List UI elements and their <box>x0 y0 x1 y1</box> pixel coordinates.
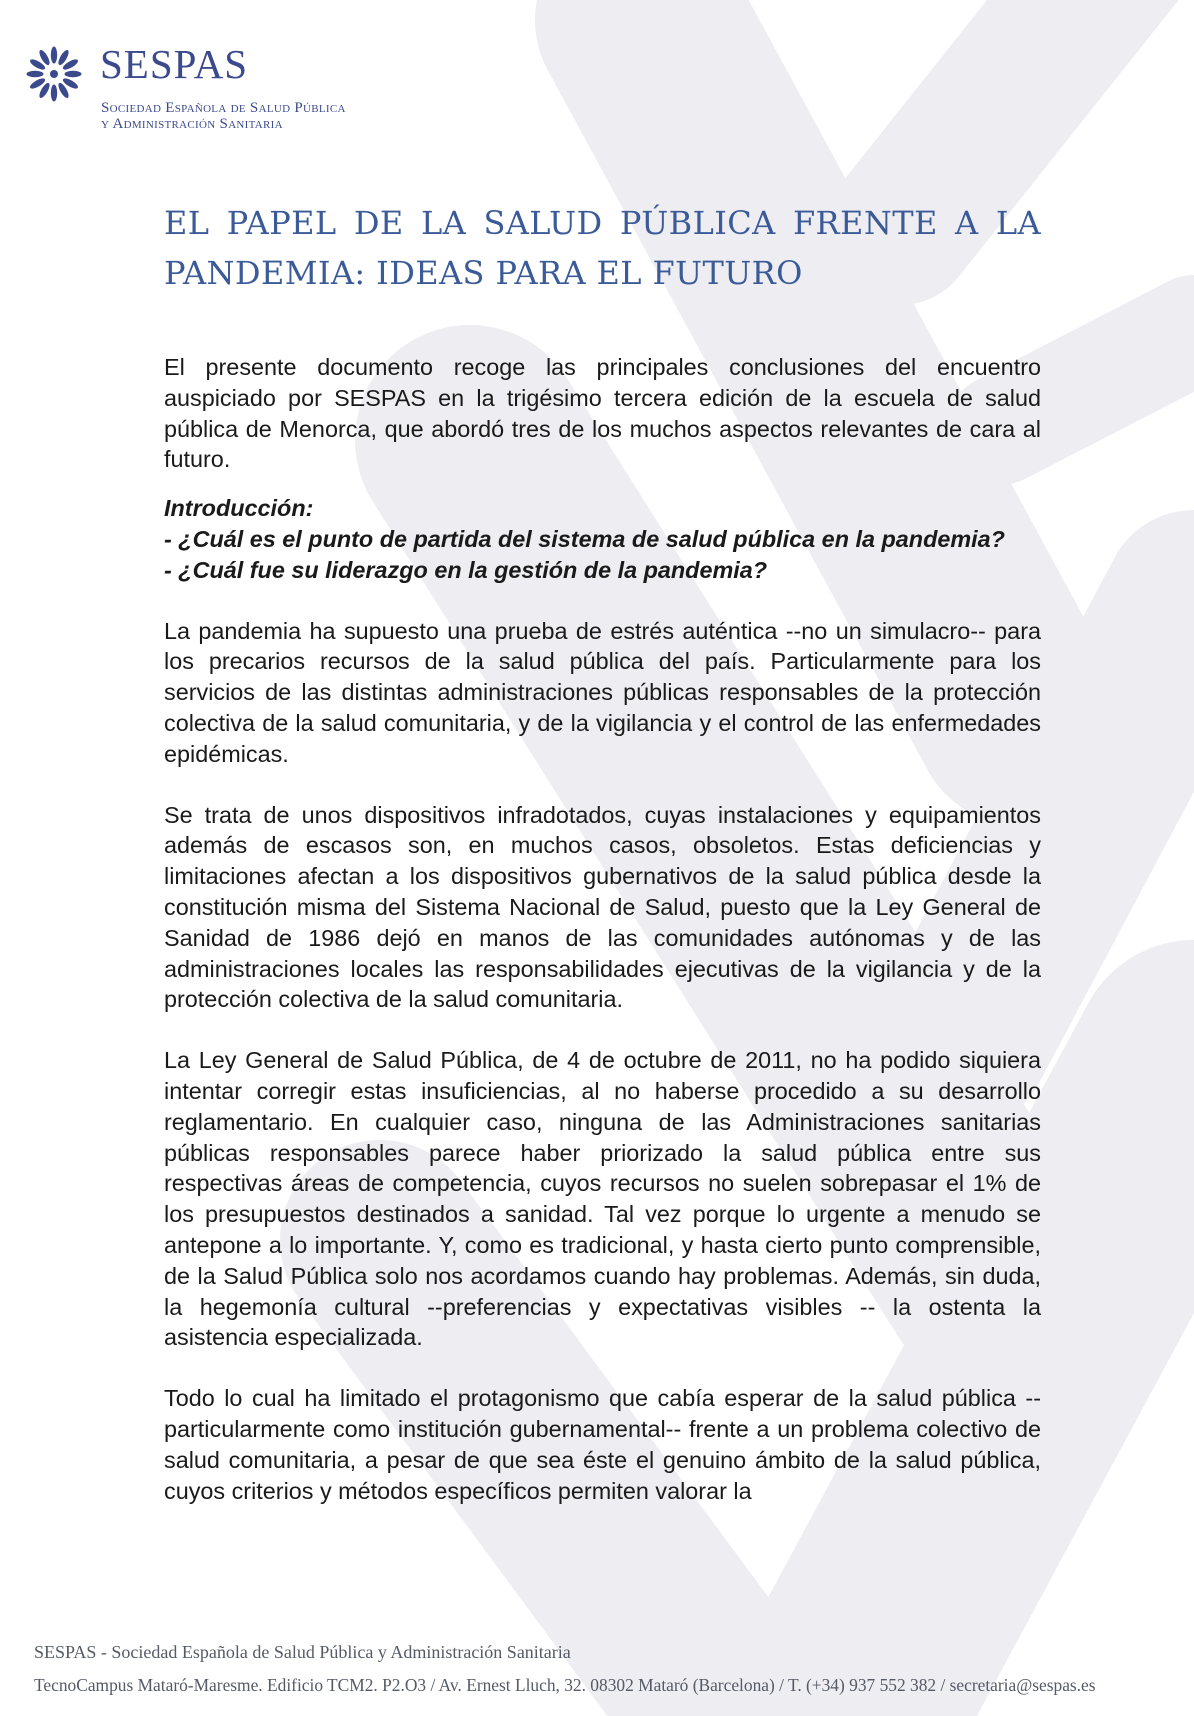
sespas-logo <box>22 42 442 132</box>
body-paragraph: La Ley General de Salud Pública, de 4 de octubre de 2011, no ha podido siquiera intentar corregir estas insuficiencias, al no haberse procedido a su desarrollo reglamentario. En cualquier caso, ninguna de las Administraciones sanitarias públicas responsables parece haber priorizado la salud pública entre sus respectivas áreas de competencia, cuyos recursos no suelen sobrepasar el 1% de los presupuestos destinados a sanidad. Tal vez porque lo urgente a menudo se antepone a lo importante. Y, como es tradicional, y hasta cierto punto comprensible, de la Salud Pública solo nos acordamos cuando hay problemas. Además, sin duda, la hegemonía cultural --preferencias y expectativas visibles -- la ostenta la asistencia especializada. <box>164 1047 1041 1351</box>
document-title: EL PAPEL DE LA SALUD PÚBLICA FRENTE A LA PANDEMIA: IDEAS PARA EL FUTURO <box>164 204 1041 292</box>
footer-organization: SESPAS - Sociedad Española de Salud Pública y Administración Sanitaria <box>34 1642 571 1662</box>
section-heading: Introducción: <box>164 495 314 522</box>
logo-subtitle <box>101 100 346 132</box>
footer-address: TecnoCampus Mataró-Maresme. Edificio TCM2. P2.O3 / Av. Ernest Lluch, 32. 08302 Mataró (Barcelona) / T. (+34) 937 552 382 / secretaria@sespas.es <box>34 1675 1096 1695</box>
question-item: - ¿Cuál es el punto de partida del sistema de salud pública en la pandemia? <box>164 525 1005 552</box>
body-paragraph: Se trata de unos dispositivos infradotados, cuyas instalaciones y equipamientos además de escasos son, en muchos casos, obsoletos. Estas deficiencias y limitaciones afectan a los dispositivos gubernativos de la salud pública desde la constitución misma del Sistema Nacional de Salud, puesto que la Ley General de Sanidad de 1986 dejó en manos de las comunidades autónomas y de las administraciones locales las responsabilidades ejecutivas de la vigilancia y de la protección colectiva de la salud comunitaria. <box>164 801 1041 1013</box>
logo-subtitle-line1: Sociedad Española de Salud Pública <box>101 100 346 116</box>
intro-paragraph: El presente documento recoge las principales conclusiones del encuentro auspiciado por SESPAS en la trigésimo tercera edición de la escuela de salud pública de Menorca, que abordó tres de los muchos aspectos relevantes de cara al futuro. <box>164 354 1041 473</box>
document-body <box>164 352 1041 1506</box>
body-paragraph: Todo lo cual ha limitado el protagonismo que cabía esperar de la salud pública -- particularmente como institución gubernamental-- frente a un problema colectivo de salud comunitaria, a pesar de que sea éste el genuino ámbito de la salud pública, cuyos criterios y métodos específicos permiten valorar la <box>164 1385 1041 1504</box>
question-item: - ¿Cuál fue su liderazgo en la gestión de la pandemia? <box>164 556 768 583</box>
logo-subtitle-line2: y Administración Sanitaria <box>101 116 283 132</box>
body-paragraph: La pandemia ha supuesto una prueba de estrés auténtica --no un simulacro-- para los precarios recursos de la salud pública del país. Particularmente para los servicios de las distintas administraciones públicas responsables de la protección colectiva de la salud comunitaria, y de la vigilancia y el control de las enfermedades epidémicas. <box>164 617 1041 767</box>
sespas-star-icon <box>22 42 86 106</box>
page-footer <box>34 1640 1164 1697</box>
logo-name: SESPAS <box>100 41 249 87</box>
